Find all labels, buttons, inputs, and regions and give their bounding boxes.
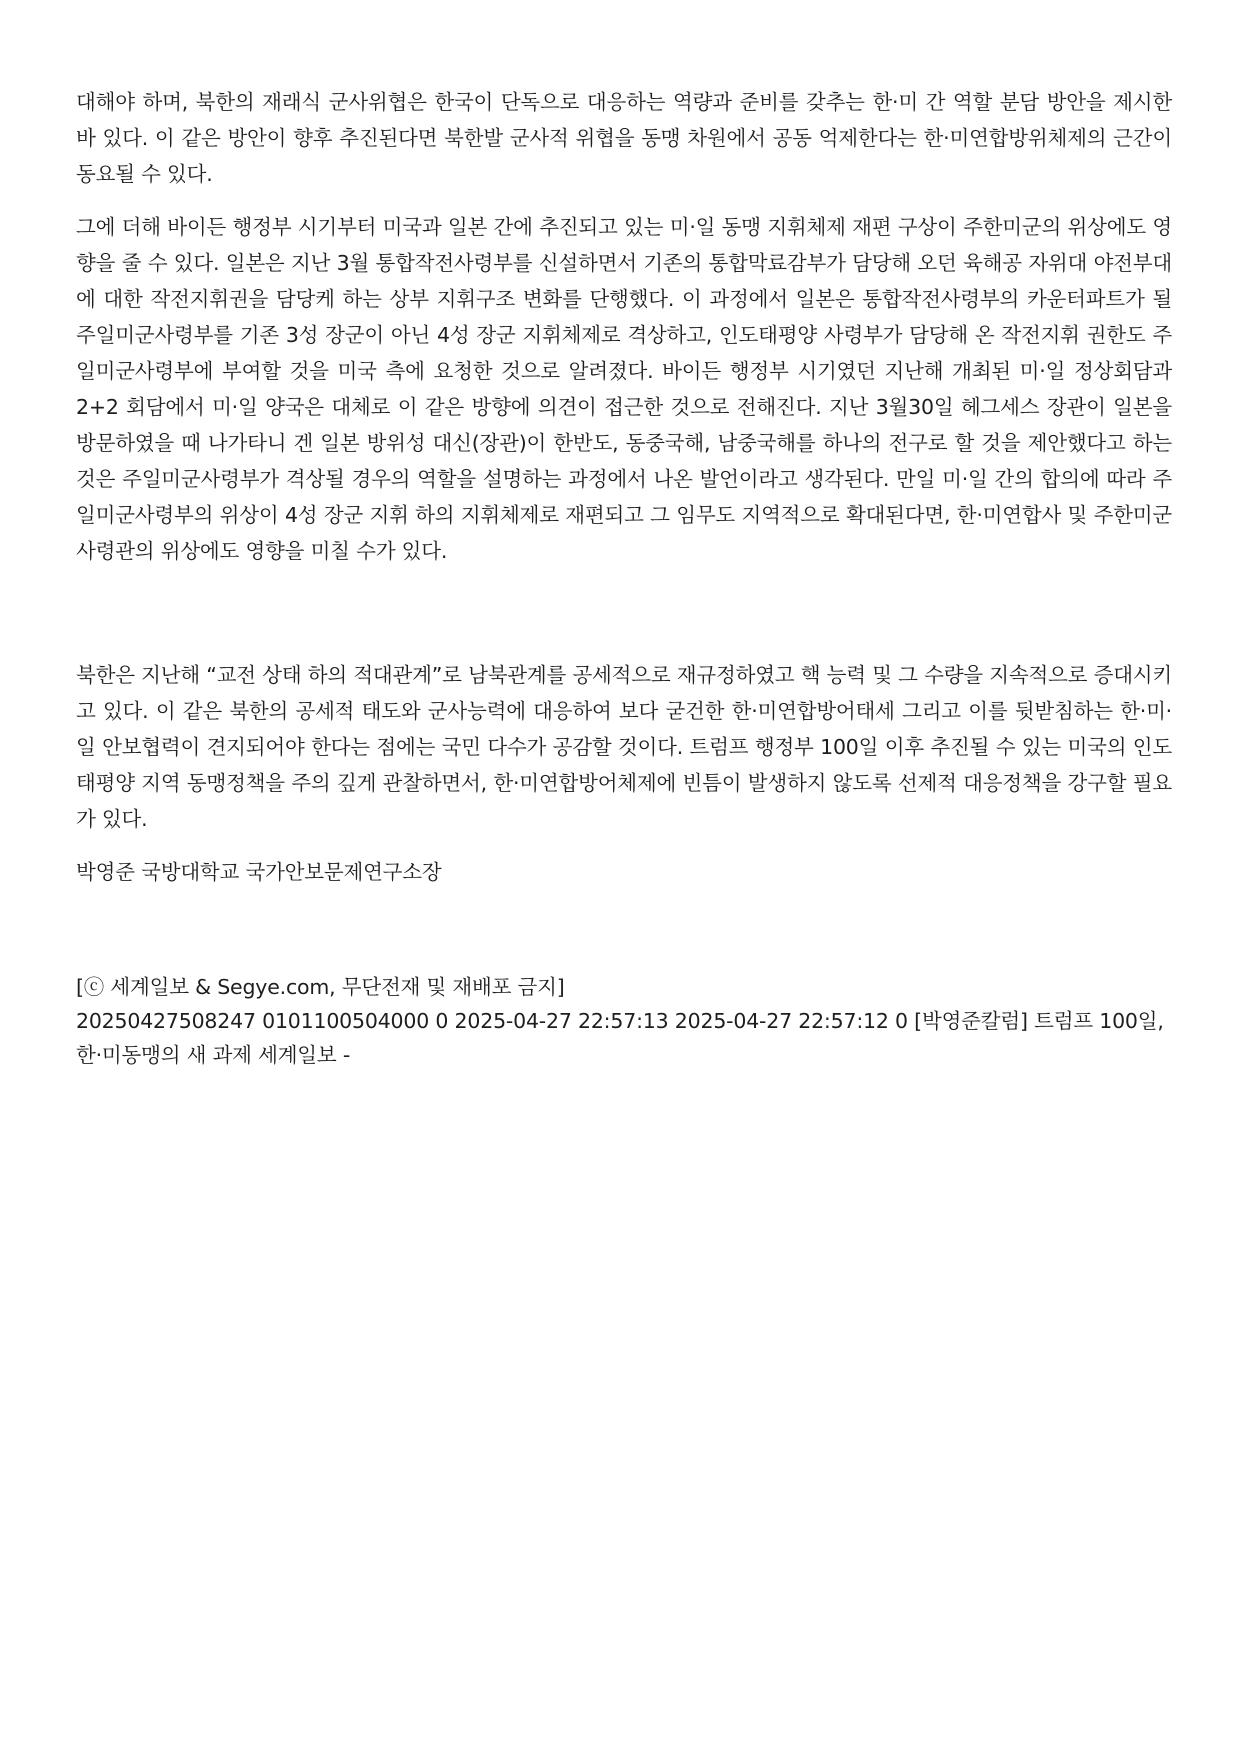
article-page: [76, 84, 1172, 1072]
article-paragraph-1: 대해야 하며, 북한의 재래식 군사위협은 한국이 단독으로 대응하는 역량과 준비를 갖추는 한·미 간 역할 분담 방안을 제시한 바 있다. 이 같은 방안이 향후 추진된다면 북한발 군사적 위협을 동맹 차원에서 공동 억제한다는 한·미연합방위체제의 근간이 동요될 수 있다.: [76, 90, 1172, 186]
article-paragraph-3: 북한은 지난해 “교전 상태 하의 적대관계”로 남북관계를 공세적으로 재규정하였고 핵 능력 및 그 수량을 지속적으로 증대시키고 있다. 이 같은 북한의 공세적 태도와 군사능력에 대응하여 보다 굳건한 한·미연합방어태세 그리고 이를 뒷받침하는 한·미·일 안보협력이 견지되어야 한다는 점에는 국민 다수가 공감할 것이다. 트럼프 행정부 100일 이후 추진될 수 있는 미국의 인도태평양 지역 동맹정책을 주의 깊게 관찰하면서, 한·미연합방어체제에 빈틈이 발생하지 않도록 선제적 대응정책을 강구할 필요가 있다.: [76, 663, 1172, 831]
copyright-notice: [ⓒ 세계일보 & Segye.com, 무단전재 및 재배포 금지]: [76, 975, 565, 999]
author-byline: 박영준 국방대학교 국가안보문제연구소장: [76, 860, 442, 884]
article-paragraph-2: 그에 더해 바이든 행정부 시기부터 미국과 일본 간에 추진되고 있는 미·일 동맹 지휘체제 재편 구상이 주한미군의 위상에도 영향을 줄 수 있다. 일본은 지난 3월 통합작전사령부를 신설하면서 기존의 통합막료감부가 담당해 오던 육해공 자위대 야전부대에 대한 작전지휘권을 담당케 하는 상부 지휘구조 변화를 단행했다. 이 과정에서 일본은 통합작전사령부의 카운터파트가 될 주일미군사령부를 기존 3성 장군이 아닌 4성 장군 지휘체제로 격상하고, 인도태평양 사령부가 담당해 온 작전지휘 권한도 주일미군사령부에 부여할 것을 미국 측에 요청한 것으로 알려졌다. 바이든 행정부 시기였던 지난해 개최된 미·일 정상회담과 2+2 회담에서 미·일 양국은 대체로 이 같은 방향에 의견이 접근한 것으로 전해진다. 지난 3월30일 헤그세스 장관이 일본을 방문하였을 때 나가타니 겐 일본 방위성 대신(장관)이 한반도, 동중국해, 남중국해를 하나의 전구로 할 것을 제안했다고 하는 것은 주일미군사령부가 격상될 경우의 역할을 설명하는 과정에서 나온 발언이라고 생각된다. 만일 미·일 간의 합의에 따라 주일미군사령부의 위상이 4성 장군 지휘 하의 지휘체제로 재편되고 그 임무도 지역적으로 확대된다면, 한·미연합사 및 주한미군사령관의 위상에도 영향을 미칠 수가 있다.: [76, 215, 1172, 563]
article-footer: [76, 970, 1172, 1072]
article-metadata: 20250427508247 0101100504000 0 2025-04-27 22:57:13 2025-04-27 22:57:12 0 [박영준칼럼] 트럼프 100일, 한·미동맹의 새 과제 세계일보 -: [76, 1009, 1164, 1067]
